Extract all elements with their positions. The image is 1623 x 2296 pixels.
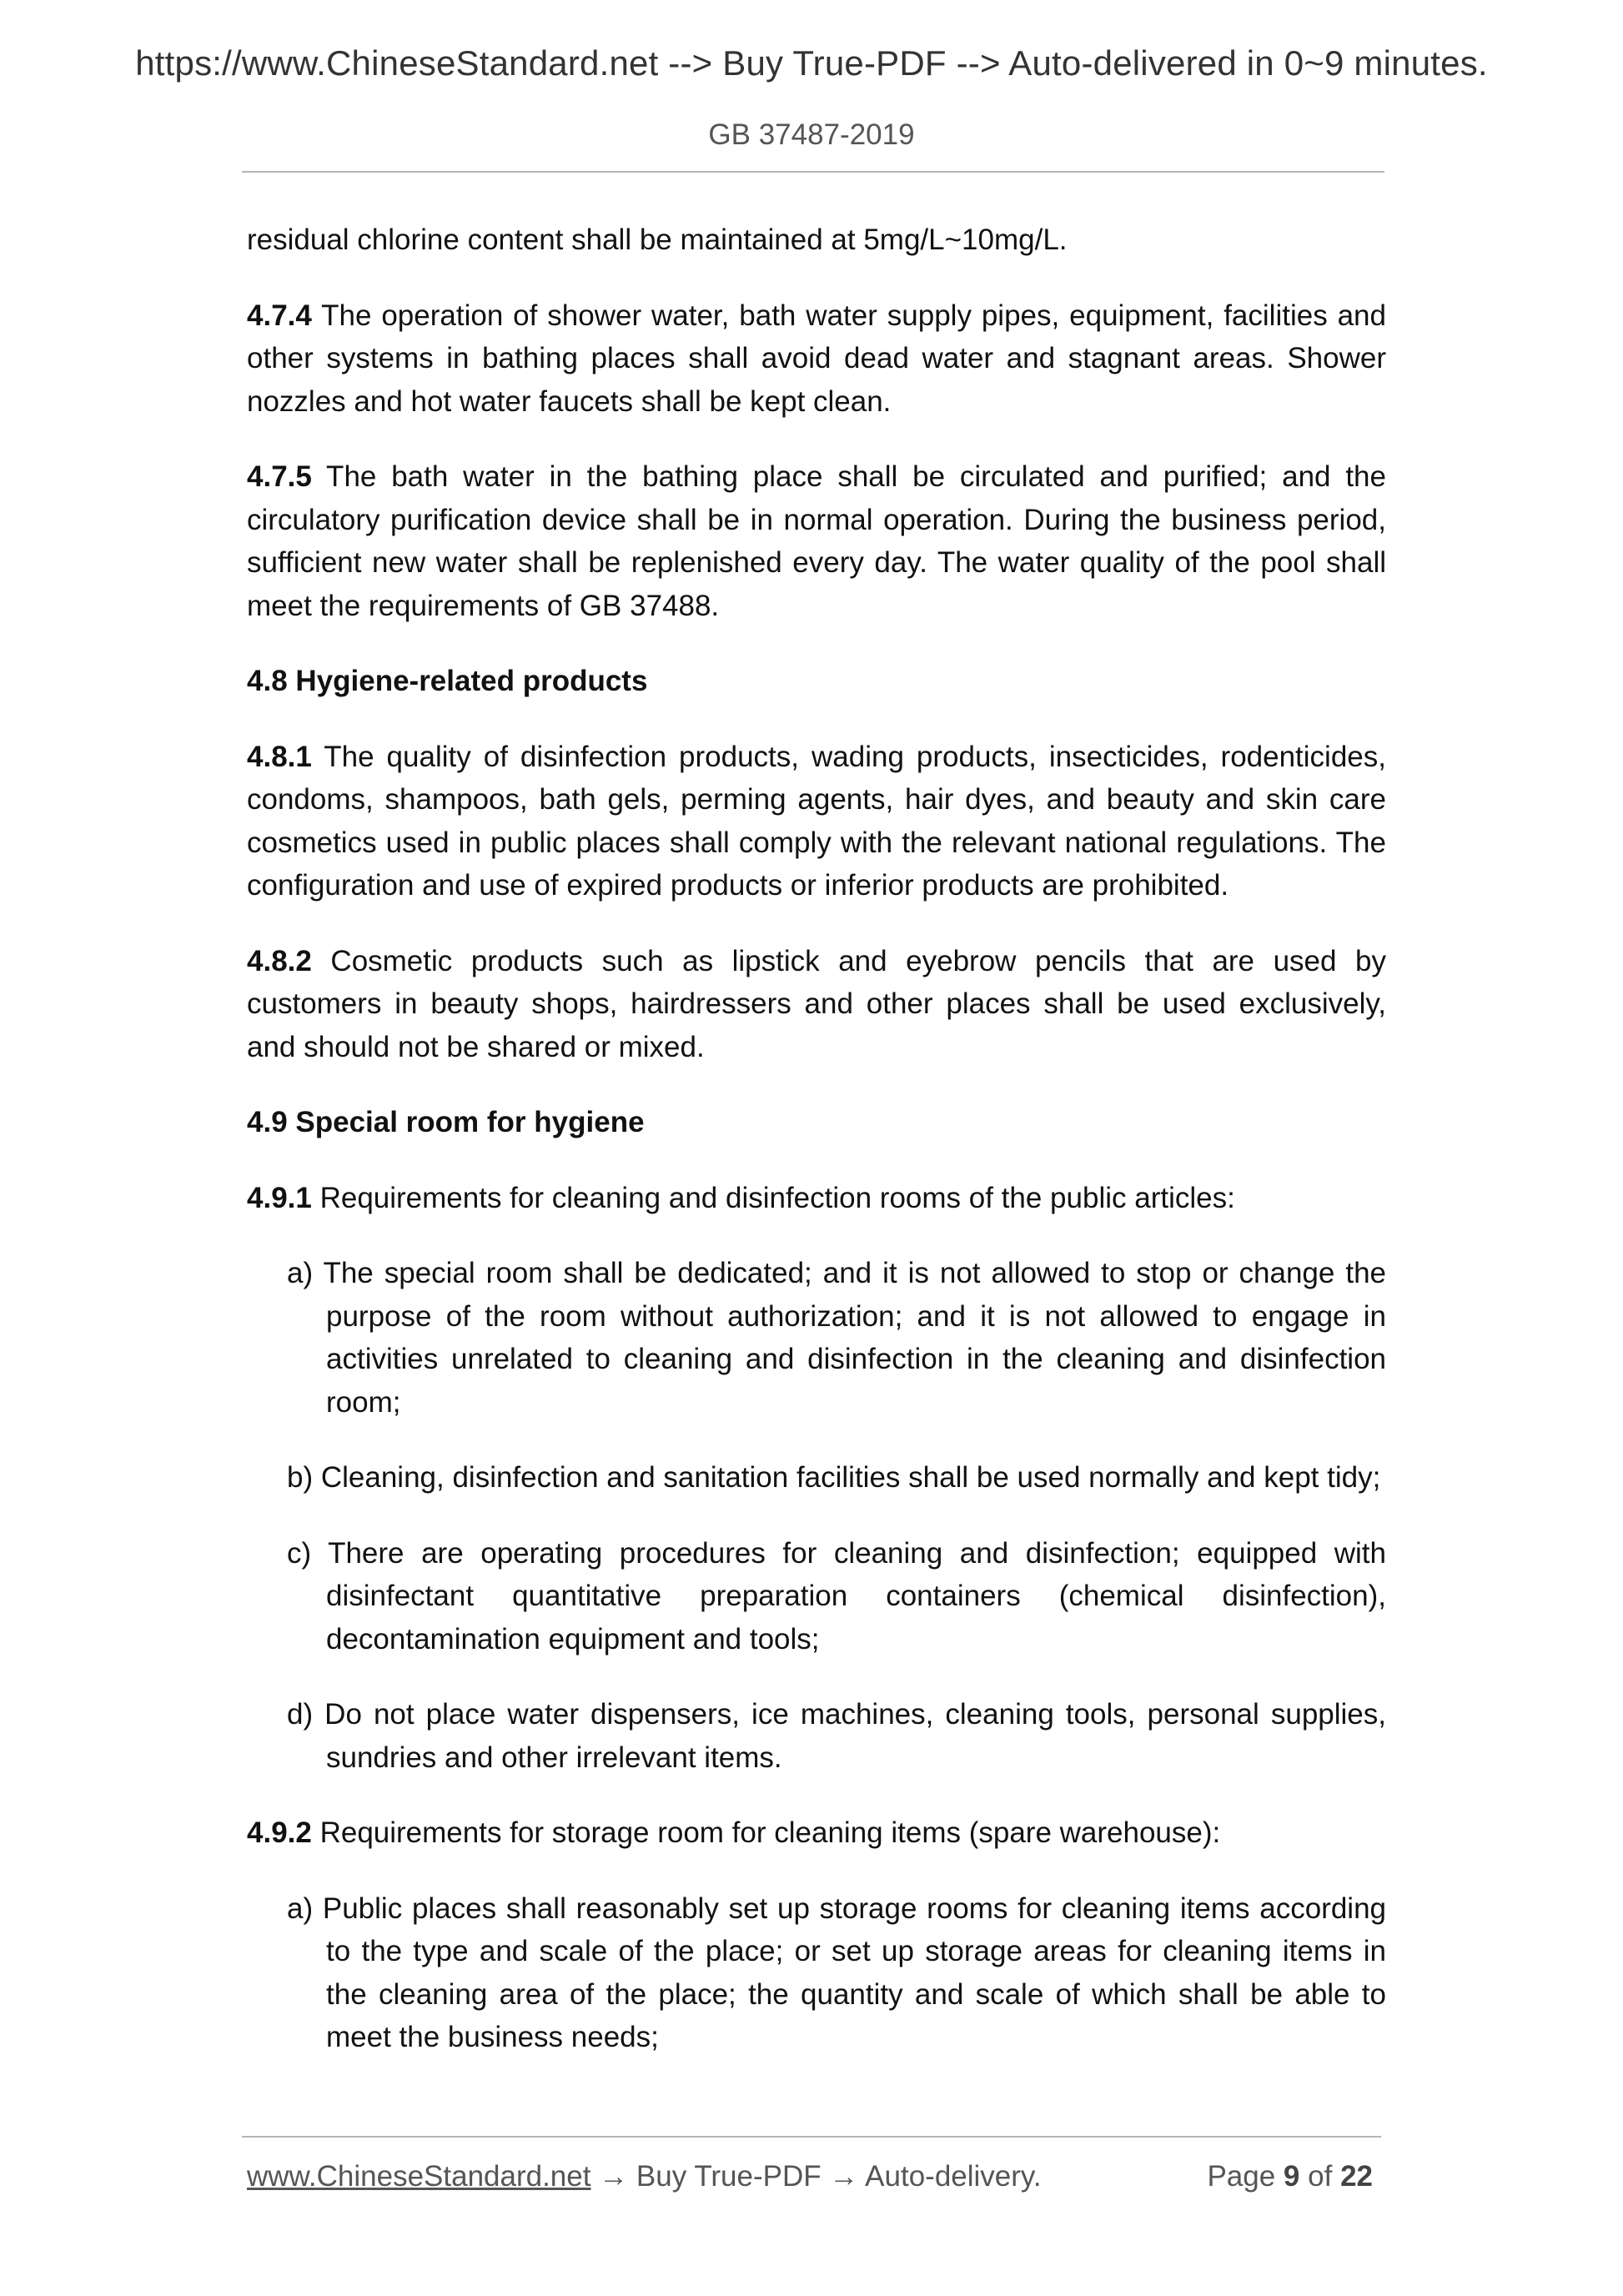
clause-4-8-2 [247,940,1386,1069]
clause-number: 4.7.4 [247,299,312,332]
list-item-a: a) Public places shall reasonably set up storage rooms for cleaning items according to the type and scale of the place; or set up storage areas for cleaning items in the cleaning area of the place; the quantity and scale of which shall be able to meet the business needs; [287,1892,1386,2053]
clause-number: 4.9.2 [247,1816,312,1849]
clause-text: The quality of disinfection products, wading products, insecticides, rodenticides, condoms, shampoos, bath gels, perming agents, hair dyes, and beauty and skin care cosmetics used in public places shall comply with the relevant national regulations. The configuration and use of expired products or inferior products are prohibited. [247,740,1386,902]
clause-number: 4.8.1 [247,740,312,773]
clause-4-9-1 [247,1177,1386,1220]
clause-text: Requirements for cleaning and disinfection rooms of the public articles: [311,1181,1235,1214]
of-label: of [1308,2160,1333,2193]
page-indicator [1207,2160,1373,2193]
list-item-c: c) There are operating procedures for cleaning and disinfection; equipped with disinfectant quantitative preparation containers (chemical disinfection), decontamination equipment and tools; [287,1536,1386,1655]
footer-tagline: → Buy True-PDF → Auto-delivery. [590,2160,1042,2193]
list-item-d: d) Do not place water dispensers, ice machines, cleaning tools, personal supplies, sundries and other irrelevant items. [287,1698,1386,1774]
page-number: 9 [1283,2160,1300,2193]
paragraph-continuation [247,219,1386,262]
document-body [247,219,1386,2092]
document-id: GB 37487-2019 [708,118,915,151]
clause-number: 4.7.5 [247,460,312,493]
section-heading-4-9: 4.9 Special room for hygiene [247,1106,645,1138]
header-divider [242,171,1384,173]
clause-4-8-1 [247,736,1386,907]
clause-number: 4.9.1 [247,1181,312,1214]
paragraph-text: residual chlorine content shall be maintained at 5mg/L~10mg/L. [247,224,1068,256]
page-total: 22 [1340,2160,1373,2193]
footer-divider [242,2136,1381,2138]
clause-text: The bath water in the bathing place shall be circulated and purified; and the circulatory purification device shall be in normal operation. During the business period, sufficient new water shall be replenished every day. The water quality of the pool shall meet the requirements of GB 37488. [247,460,1386,622]
clause-number: 4.8.2 [247,944,312,977]
clause-text: The operation of shower water, bath water supply pipes, equipment, facilities and other systems in bathing places shall avoid dead water and stagnant areas. Shower nozzles and hot water faucets shall be kept clean. [247,299,1386,418]
page-label: Page [1207,2160,1276,2193]
top-banner[interactable]: https://www.ChineseStandard.net --> Buy True-PDF --> Auto-delivered in 0~9 minutes. [135,43,1488,83]
clause-4-7-5 [247,455,1386,627]
page-footer [247,2160,1381,2193]
footer-site-link[interactable]: www.ChineseStandard.net [247,2160,591,2193]
clause-4-9-2 [247,1811,1386,1855]
list-item-b: b) Cleaning, disinfection and sanitation facilities shall be used normally and kept tidy; [287,1461,1381,1494]
clause-4-7-4 [247,294,1386,424]
clause-text: Requirements for storage room for cleaning items (spare warehouse): [311,1816,1221,1849]
clause-text: Cosmetic products such as lipstick and eyebrow pencils that are used by customers in beauty shops, hairdressers and other places shall be used exclusively, and should not be shared or mixed. [247,944,1386,1063]
list-item-a: a) The special room shall be dedicated; and it is not allowed to stop or change the purpose of the room without authorization; and it is not allowed to engage in activities unrelated to cleaning and disinfection in the cleaning and disinfection room; [287,1257,1386,1419]
section-heading-4-8: 4.8 Hygiene-related products [247,665,648,697]
